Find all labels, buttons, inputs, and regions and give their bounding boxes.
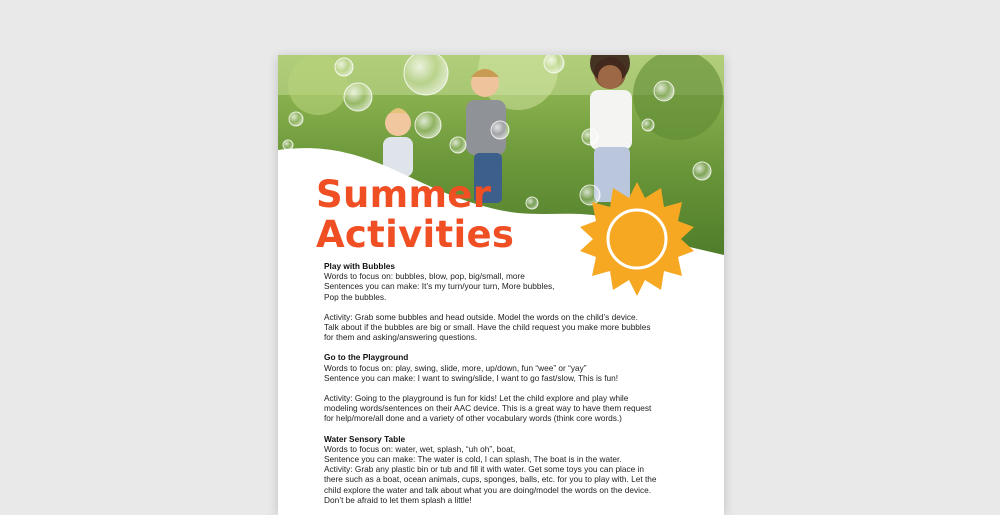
- text-line: for them and asking/answering questions.: [324, 332, 478, 343]
- text-line: Activity: Going to the playground is fun for kids! Let the child explore and play while: [324, 393, 629, 404]
- text-line: Activity: Grab some bubbles and head outside. Model the words on the child’s device.: [324, 311, 638, 322]
- text-line: Words to focus on: water, wet, splash, “uh oh”, boat,: [324, 443, 516, 454]
- page-title: [316, 175, 514, 255]
- text-line: Sentences you can make: It’s my turn/your turn, More bubbles,: [324, 281, 555, 292]
- text-line: Talk about if the bubbles are big or small. Have the child request you make more bubbles: [324, 322, 651, 333]
- activity-sheet: [278, 55, 724, 515]
- text-line: there such as a boat, ocean animals, cups, sponges, balls, etc. for you to play with. Let the: [324, 474, 657, 485]
- text-line: Sentence you can make: I want to swing/slide, I want to go fast/slow, This is fun!: [324, 372, 619, 383]
- text-line: Words to focus on: play, swing, slide, more, up/down, fun “wee” or “yay”: [324, 362, 587, 373]
- text-line: Words to focus on: bubbles, blow, pop, big/small, more: [324, 271, 525, 282]
- activities-list: [324, 261, 694, 515]
- text-line: Pop the bubbles.: [324, 291, 387, 302]
- title-line-1: Summer: [316, 173, 492, 216]
- section-playground: [324, 352, 694, 423]
- activity-paragraph: [324, 312, 694, 343]
- text-line: modeling words/sentences on their AAC device. This is a great way to have them request: [324, 403, 652, 414]
- section-heading: Water Sensory Table: [324, 433, 406, 444]
- text-line: Activity: Grab any plastic bin or tub and fill it with water. Get some toys you can place in: [324, 464, 645, 475]
- text-line: for help/more/all done and a variety of other vocabulary words (think core words.): [324, 413, 622, 424]
- title-line-2: Activities: [316, 213, 515, 256]
- text-line: child explore the water and talk about what you are doing/model the words on the device.: [324, 484, 652, 495]
- section-bubbles: [324, 261, 694, 342]
- text-line: Don’t be afraid to let them splash a little!: [324, 494, 472, 505]
- section-heading: Play with Bubbles: [324, 261, 395, 271]
- activity-paragraph: [324, 393, 694, 424]
- section-heading: Go to the Playground: [324, 352, 409, 363]
- child-left: [383, 108, 413, 177]
- section-water-table: [324, 434, 694, 505]
- text-line: Sentence you can make: The water is cold, I can splash, The boat is in the water.: [324, 454, 622, 465]
